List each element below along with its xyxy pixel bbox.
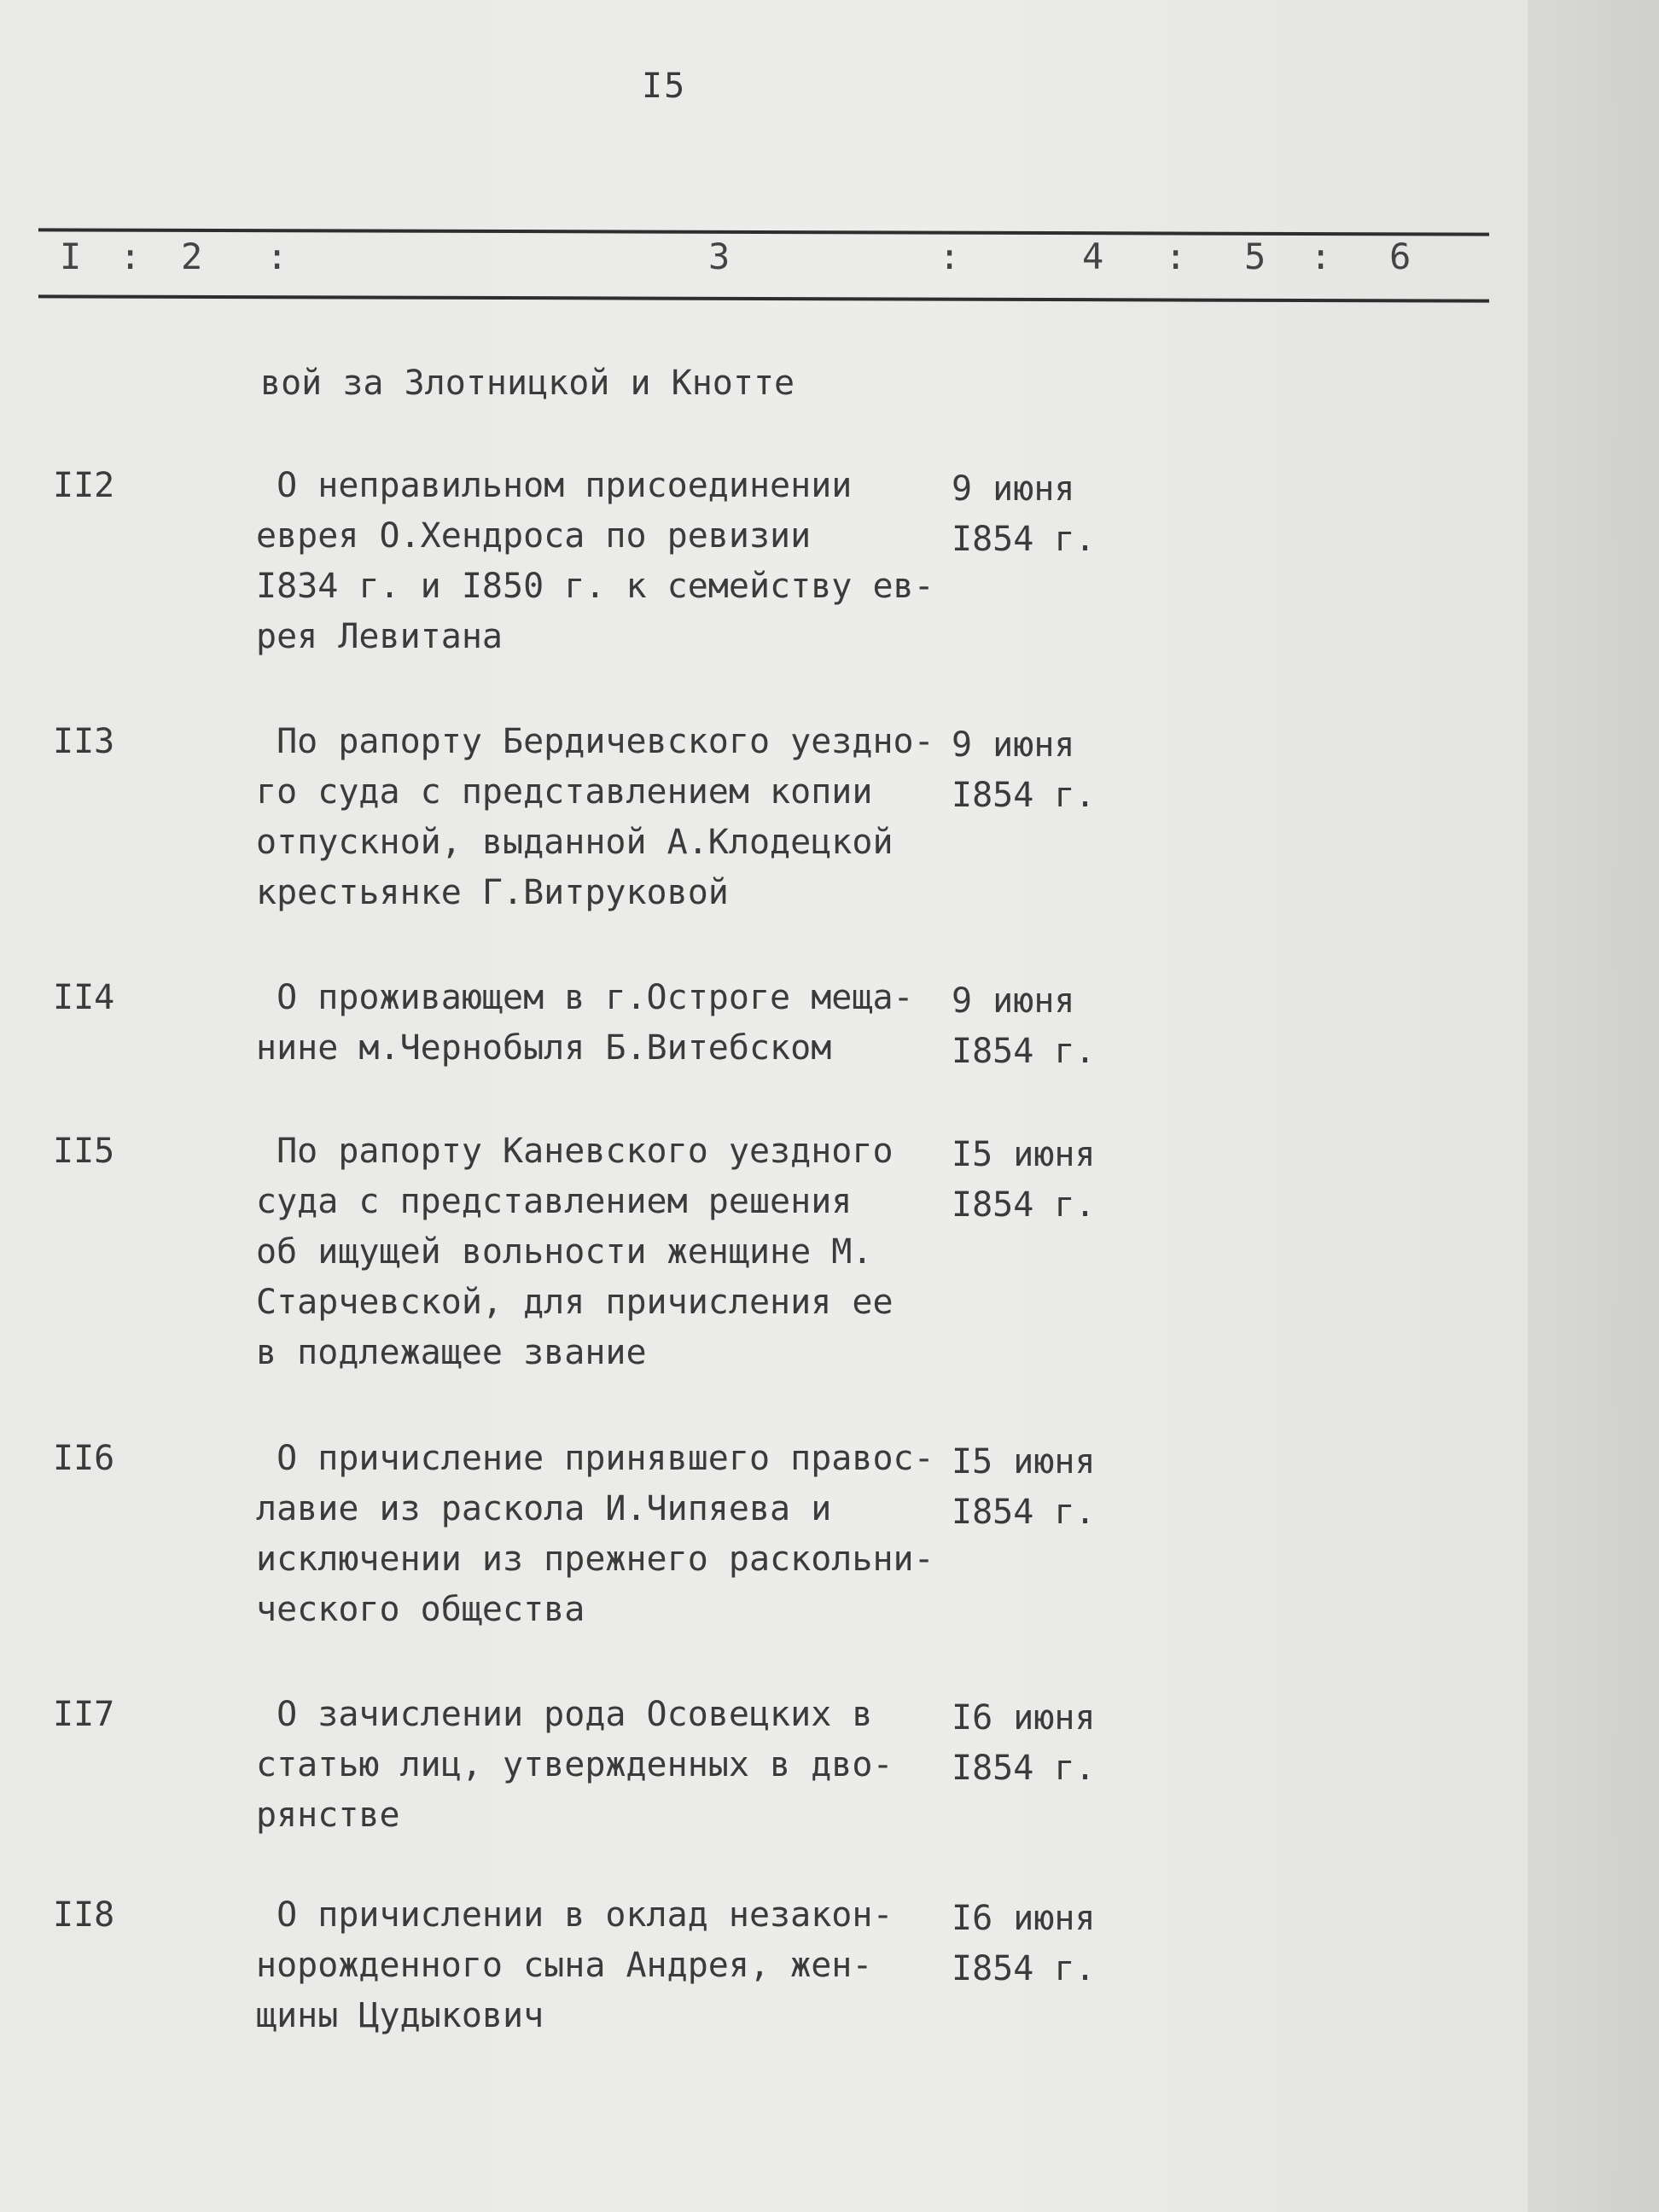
entry-number: II5 [53, 1132, 115, 1171]
header-sep-3: : [939, 236, 961, 277]
entry-number: II6 [53, 1439, 115, 1478]
header-col-1: I [60, 236, 82, 277]
entry-date: 9 июня I854 г. [952, 469, 1096, 559]
entry-date: I5 июня I854 г. [952, 1135, 1096, 1225]
header-sep-5: : [1310, 236, 1332, 277]
continuation-text: вой за Злотницкой и Кнотте [260, 364, 795, 403]
header-sep-1: : [119, 236, 142, 277]
entry-number: II7 [53, 1695, 115, 1734]
entry-description: О причисление принявшего правос- лавие из раскола И.Чипяева и исключении из прежнего раскольни- ческого общества [256, 1439, 934, 1629]
header-col-5: 5 [1244, 236, 1266, 277]
entry-description: О неправильном присоединении еврея О.Хендроса по ревизии I834 г. и I850 г. к семейству ев- рея Левитана [256, 466, 934, 656]
page-edge-background [1528, 0, 1659, 2212]
entry-description: О причислении в оклад незакон- норожденного сына Андрея, жен- щины Цудыкович [256, 1895, 894, 2035]
header-col-2: 2 [181, 236, 203, 277]
entry-date: I5 июня I854 г. [952, 1442, 1096, 1532]
header-sep-4: : [1165, 236, 1187, 277]
entry-description: О зачислении рода Осовецких в статью лиц, утвержденных в дво- рянстве [256, 1695, 894, 1835]
header-bottom-rule [38, 294, 1489, 302]
entry-description: По рапорту Бердичевского уездно- го суда с представлением копии отпускной, выданной А.Клодецкой крестьянке Г.Витруковой [256, 722, 934, 912]
page-number: I5 [642, 67, 687, 106]
header-col-4: 4 [1082, 236, 1104, 277]
entry-number: II8 [53, 1895, 115, 1935]
header-col-6: 6 [1389, 236, 1412, 277]
entry-number: II4 [53, 978, 115, 1017]
header-top-rule [38, 228, 1489, 236]
entry-number: II2 [53, 466, 115, 505]
entry-date: I6 июня I854 г. [952, 1698, 1096, 1788]
entry-date: 9 июня I854 г. [952, 981, 1096, 1071]
entry-number: II3 [53, 722, 115, 761]
entry-description: По рапорту Каневского уездного суда с представлением решения об ищущей вольности женщине М. Старчевской, для причисления ее в подлежащее звание [256, 1132, 894, 1372]
entry-date: 9 июня I854 г. [952, 725, 1096, 815]
entry-date: I6 июня I854 г. [952, 1899, 1096, 1988]
header-sep-2: : [266, 236, 288, 277]
entry-description: О проживающем в г.Остроге меща- нине м.Чернобыля Б.Витебском [256, 978, 914, 1068]
header-col-3: 3 [708, 236, 731, 277]
